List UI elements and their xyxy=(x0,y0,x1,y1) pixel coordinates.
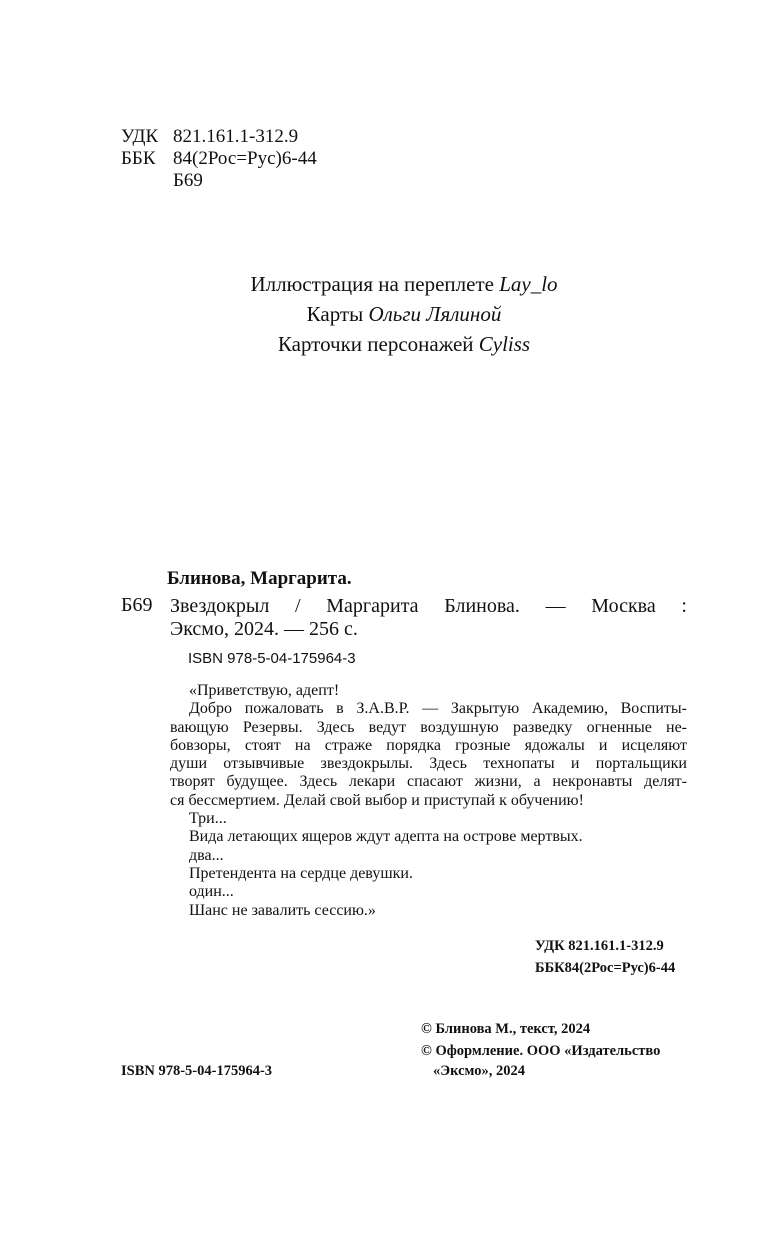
footer-bbk: ББК84(2Рос=Рус)6-44 xyxy=(535,960,676,976)
maps-author-name: Ольги Лялиной xyxy=(368,302,502,326)
annotation-line: вающую Резервы. Здесь ведут воздушную разведку огненные не- xyxy=(170,718,687,736)
annotation-line: Шанс не завалить сессию.» xyxy=(189,901,376,919)
cover-illustration-credit: Иллюстрация на переплете Lay_lo xyxy=(250,272,558,296)
annotation-line: один... xyxy=(189,883,234,901)
annotation-line: ся бессмертием. Делай свой выбор и приступай к обучению! xyxy=(170,791,584,809)
maps-credit: Карты Ольги Лялиной xyxy=(306,302,502,326)
bbk-label: ББК xyxy=(121,148,156,169)
annotation-line: души отзывчивые звездокрылы. Здесь технопаты и портальщики xyxy=(170,755,687,773)
bibliography-publisher-line: Эксмо, 2024. — 256 с. xyxy=(170,618,358,640)
annotation-line: Претендента на сердце девушки. xyxy=(189,864,413,882)
character-cards-credit: Карточки персонажей Cyliss xyxy=(277,332,531,356)
bbk-row xyxy=(121,148,317,170)
annotation-line: «Приветствую, адепт! xyxy=(189,682,340,699)
annotation-line: два... xyxy=(189,846,224,864)
author-code: Б69 xyxy=(173,170,203,191)
bibliography-code: Б69 xyxy=(121,594,153,616)
author-code-row xyxy=(121,170,203,192)
annotation-line: Вида летающих ящеров ждут адепта на острове мертвых. xyxy=(189,828,583,846)
footer-udk: УДК 821.161.1-312.9 xyxy=(535,938,664,954)
bibliography-author: Блинова, Маргарита. xyxy=(167,568,352,589)
annotation-line: Добро пожаловать в З.А.В.Р. — Закрытую Академию, Воспиты- xyxy=(189,700,687,718)
udk-row xyxy=(121,126,298,148)
udk-label: УДК xyxy=(121,126,159,147)
copyright-design: © Оформление. ООО «Издательство xyxy=(421,1043,661,1059)
bibliography-isbn: ISBN 978-5-04-175964-3 xyxy=(188,650,356,667)
udk-value: 821.161.1-312.9 xyxy=(173,126,299,147)
footer-isbn: ISBN 978-5-04-175964-3 xyxy=(121,1063,273,1079)
bbk-value: 84(2Рос=Рус)6-44 xyxy=(173,148,317,169)
copyright-design-continued: «Эксмо», 2024 xyxy=(433,1063,525,1079)
annotation-line: творят будущее. Здесь лекари спасают жизни, а некронавты делят- xyxy=(170,773,687,791)
annotation-line: Три... xyxy=(189,810,227,828)
cover-illustrator-name: Lay_lo xyxy=(499,272,558,296)
character-cards-author-name: Cyliss xyxy=(478,332,531,356)
bibliography-title-line: Звездокрыл / Маргарита Блинова. — Москва : xyxy=(170,595,687,617)
annotation-line: бовзоры, стоят на страже порядка грозные ядожалы и исцеляют xyxy=(170,736,687,754)
copyright-text: © Блинова М., текст, 2024 xyxy=(421,1021,591,1037)
annotation xyxy=(170,682,687,920)
